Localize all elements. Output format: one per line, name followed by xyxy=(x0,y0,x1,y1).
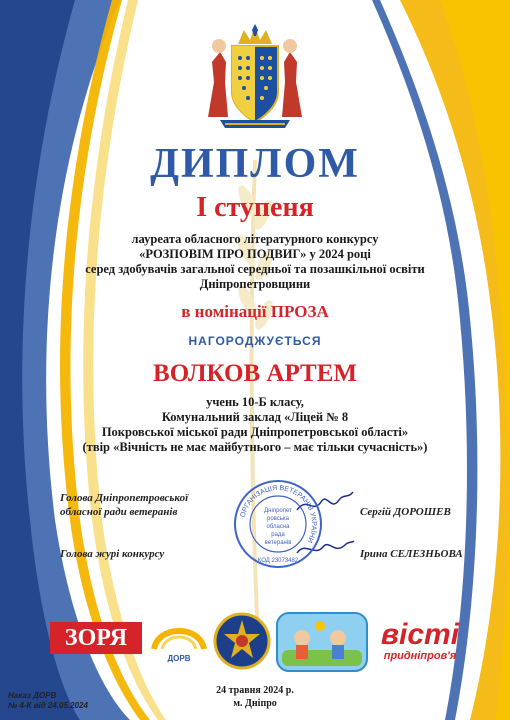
recipient-detail-3: Покровської міської ради Дніпропетровської області» xyxy=(101,425,409,439)
veterans-council-emblem-icon xyxy=(213,612,271,670)
recipient-detail-4: (твір «Вічність не має майбутнього – має тільки сучасність») xyxy=(82,440,428,454)
signatory-2-role: Голова журі конкурсу xyxy=(60,548,165,560)
children-illustration-logo xyxy=(276,612,368,672)
zorya-logo xyxy=(50,622,142,654)
recipient-name: ВОЛКОВ АРТЕМ xyxy=(153,360,357,387)
stamp-code: КОД 23073482 xyxy=(257,558,299,564)
stamp-center-line-5: ветеранів xyxy=(264,540,292,546)
recipient-detail-1: учень 10-Б класу, xyxy=(206,395,304,409)
dnipropetrovsk-oblast-coat-of-arms-icon xyxy=(200,22,310,132)
dorv-logo xyxy=(148,615,210,663)
signatory-1-role xyxy=(60,491,188,519)
nomination: в номінації ПРОЗА xyxy=(181,302,329,321)
visti-logo-subtitle: придніпров'я xyxy=(383,650,457,662)
recipient-detail-2: Комунальний заклад «Ліцей № 8 xyxy=(161,410,349,424)
dorv-logo-text: ДОРВ xyxy=(167,654,191,663)
description-line-2: «РОЗПОВІМ ПРО ПОДВИГ» у 2024 році xyxy=(139,247,371,261)
signatory-1-role-line-1: Голова Дніпропетровської xyxy=(60,492,189,504)
zorya-logo-text: ЗОРЯ xyxy=(64,625,128,651)
signatory-1-name: Сергій ДОРОШЕВ xyxy=(360,506,451,518)
diploma-title: ДИПЛОМ xyxy=(150,141,360,187)
visti-logo xyxy=(372,620,468,663)
order-reference-line-1: Наказ ДОРВ xyxy=(8,691,57,700)
issue-date: 24 травня 2024 р. xyxy=(216,685,294,696)
issue-city: м. Дніпро xyxy=(233,698,277,709)
diploma-degree: І ступеня xyxy=(196,192,314,223)
description-line-4: Дніпропетровщини xyxy=(199,277,311,291)
order-reference xyxy=(8,691,88,711)
description-line-1: лауреата обласного літературного конкурсу xyxy=(131,232,379,246)
awarded-label: НАГОРОДЖУЄТЬСЯ xyxy=(188,334,322,348)
stamp-ring-text: ОРГАНІЗАЦІЯ ВЕТЕРАНІВ УКРАЇНИ xyxy=(239,484,318,544)
signatory-2-name: Ірина СЕЛЕЗНЬОВА xyxy=(360,548,463,560)
stamp-center-line-2: ровська xyxy=(266,516,290,522)
visti-logo-title: вісті xyxy=(380,618,460,651)
veterans-organization-stamp xyxy=(232,478,324,570)
stamp-center-line-1: Дніпропет xyxy=(264,508,292,514)
signatory-1-role-line-2: обласної ради ветеранів xyxy=(60,506,178,518)
description-line-3: серед здобувачів загальної середньої та позашкільної освіти xyxy=(85,262,425,276)
order-reference-line-2: № 4-К від 24.05.2024 xyxy=(8,701,88,710)
stamp-center-line-3: обласна xyxy=(266,524,290,530)
stamp-center-line-4: рада xyxy=(271,532,285,538)
